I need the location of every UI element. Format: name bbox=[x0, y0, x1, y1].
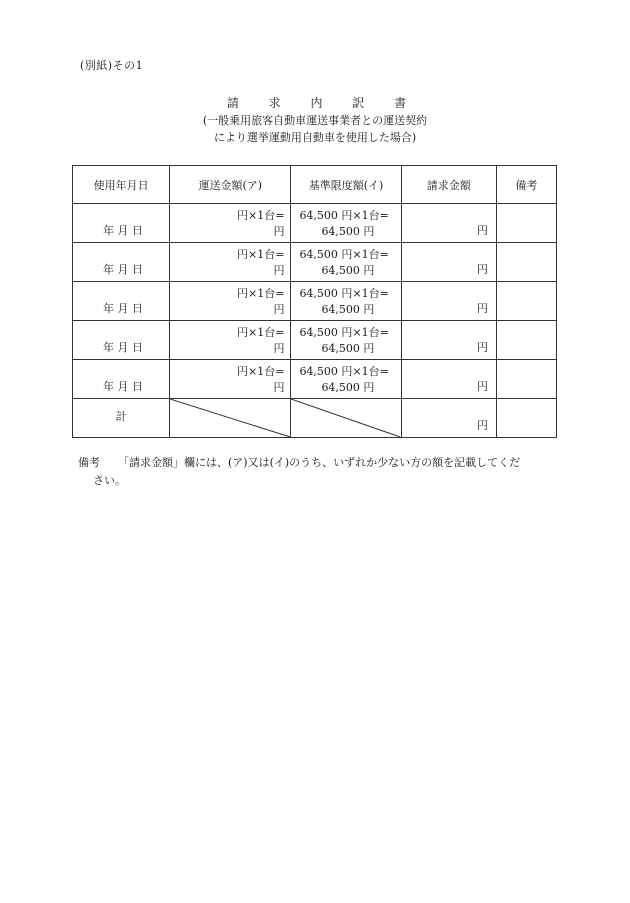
limit-result: 64,500 円 bbox=[321, 381, 375, 394]
claim-cell[interactable] bbox=[401, 360, 496, 399]
header-fare-amount: 運送金額(ア) bbox=[170, 166, 291, 204]
fare-formula: 円×1台= bbox=[237, 209, 285, 222]
limit-formula: 64,500 円×1台= bbox=[299, 248, 389, 261]
fare-cell[interactable] bbox=[170, 360, 291, 399]
fare-yen: 円 bbox=[273, 303, 285, 316]
table-row bbox=[73, 243, 557, 282]
subtitle-line-2: により選挙運動用自動車を使用した場合) bbox=[213, 131, 417, 144]
header-claim-amount: 請求金額 bbox=[401, 166, 496, 204]
limit-formula: 64,500 円×1台= bbox=[299, 287, 389, 300]
fare-total-cell-struck bbox=[170, 399, 291, 438]
date-text: 年 月 日 bbox=[103, 380, 143, 393]
claim-cell[interactable] bbox=[401, 321, 496, 360]
limit-cell bbox=[291, 243, 401, 282]
limit-formula: 64,500 円×1台= bbox=[299, 209, 389, 222]
remarks-line-1 bbox=[78, 454, 568, 472]
claim-cell[interactable] bbox=[401, 282, 496, 321]
note-cell[interactable] bbox=[496, 243, 556, 282]
table-header-row bbox=[73, 166, 557, 204]
note-cell[interactable] bbox=[496, 321, 556, 360]
attachment-label: (別紙)その1 bbox=[80, 59, 144, 72]
table-row bbox=[73, 282, 557, 321]
date-cell[interactable] bbox=[73, 321, 170, 360]
limit-result: 64,500 円 bbox=[321, 264, 375, 277]
note-cell[interactable] bbox=[496, 360, 556, 399]
fare-formula: 円×1台= bbox=[237, 326, 285, 339]
limit-formula: 64,500 円×1台= bbox=[299, 365, 389, 378]
date-cell[interactable] bbox=[73, 282, 170, 321]
limit-cell bbox=[291, 321, 401, 360]
remarks-label: 備考 bbox=[78, 456, 100, 469]
total-label-cell bbox=[73, 399, 170, 438]
remarks-line-2: さい。 bbox=[93, 474, 126, 487]
fare-cell[interactable] bbox=[170, 282, 291, 321]
claim-cell[interactable] bbox=[401, 243, 496, 282]
date-text: 年 月 日 bbox=[103, 302, 143, 315]
claim-cell[interactable] bbox=[401, 204, 496, 243]
limit-cell bbox=[291, 360, 401, 399]
diagonal-strike bbox=[291, 399, 400, 437]
date-text: 年 月 日 bbox=[103, 341, 143, 354]
claim-total-yen: 円 bbox=[476, 419, 488, 432]
document-title: 請 求 内 訳 書 bbox=[226, 96, 420, 110]
total-label: 計 bbox=[115, 410, 127, 423]
header-standard-limit: 基準限度額(イ) bbox=[291, 166, 401, 204]
limit-result: 64,500 円 bbox=[321, 225, 375, 238]
table-row bbox=[73, 204, 557, 243]
note-cell[interactable] bbox=[496, 282, 556, 321]
limit-cell bbox=[291, 204, 401, 243]
subtitle-line-1: (一般乗用旅客自動車運送事業者との運送契約 bbox=[202, 114, 428, 127]
limit-total-cell-struck bbox=[291, 399, 401, 438]
fare-formula: 円×1台= bbox=[237, 287, 285, 300]
remarks-text: 「請求金額」欄には、(ア)又は(イ)のうち、いずれか少ない方の額を記載してくだ bbox=[118, 456, 521, 469]
date-cell[interactable] bbox=[73, 243, 170, 282]
limit-formula: 64,500 円×1台= bbox=[299, 326, 389, 339]
fare-yen: 円 bbox=[273, 264, 285, 277]
fare-yen: 円 bbox=[273, 342, 285, 355]
header-usage-date: 使用年月日 bbox=[73, 166, 170, 204]
total-row bbox=[73, 399, 557, 438]
fare-cell[interactable] bbox=[170, 321, 291, 360]
claim-yen: 円 bbox=[476, 341, 488, 354]
claim-yen: 円 bbox=[476, 224, 488, 237]
fare-yen: 円 bbox=[273, 225, 285, 238]
diagonal-strike bbox=[170, 399, 290, 437]
date-cell[interactable] bbox=[73, 204, 170, 243]
fare-formula: 円×1台= bbox=[237, 365, 285, 378]
table-row bbox=[73, 321, 557, 360]
limit-result: 64,500 円 bbox=[321, 303, 375, 316]
fare-formula: 円×1台= bbox=[237, 248, 285, 261]
date-text: 年 月 日 bbox=[103, 263, 143, 276]
limit-result: 64,500 円 bbox=[321, 342, 375, 355]
date-cell[interactable] bbox=[73, 360, 170, 399]
claim-yen: 円 bbox=[476, 380, 488, 393]
remarks-section bbox=[78, 454, 568, 490]
fare-cell[interactable] bbox=[170, 204, 291, 243]
claim-yen: 円 bbox=[476, 263, 488, 276]
claim-total-cell[interactable] bbox=[401, 399, 496, 438]
claim-breakdown-table bbox=[72, 165, 557, 438]
header-remarks: 備考 bbox=[496, 166, 556, 204]
note-cell[interactable] bbox=[496, 204, 556, 243]
fare-cell[interactable] bbox=[170, 243, 291, 282]
claim-yen: 円 bbox=[476, 302, 488, 315]
table-row bbox=[73, 360, 557, 399]
date-text: 年 月 日 bbox=[103, 224, 143, 237]
fare-yen: 円 bbox=[273, 381, 285, 394]
note-total-cell[interactable] bbox=[496, 399, 556, 438]
limit-cell bbox=[291, 282, 401, 321]
